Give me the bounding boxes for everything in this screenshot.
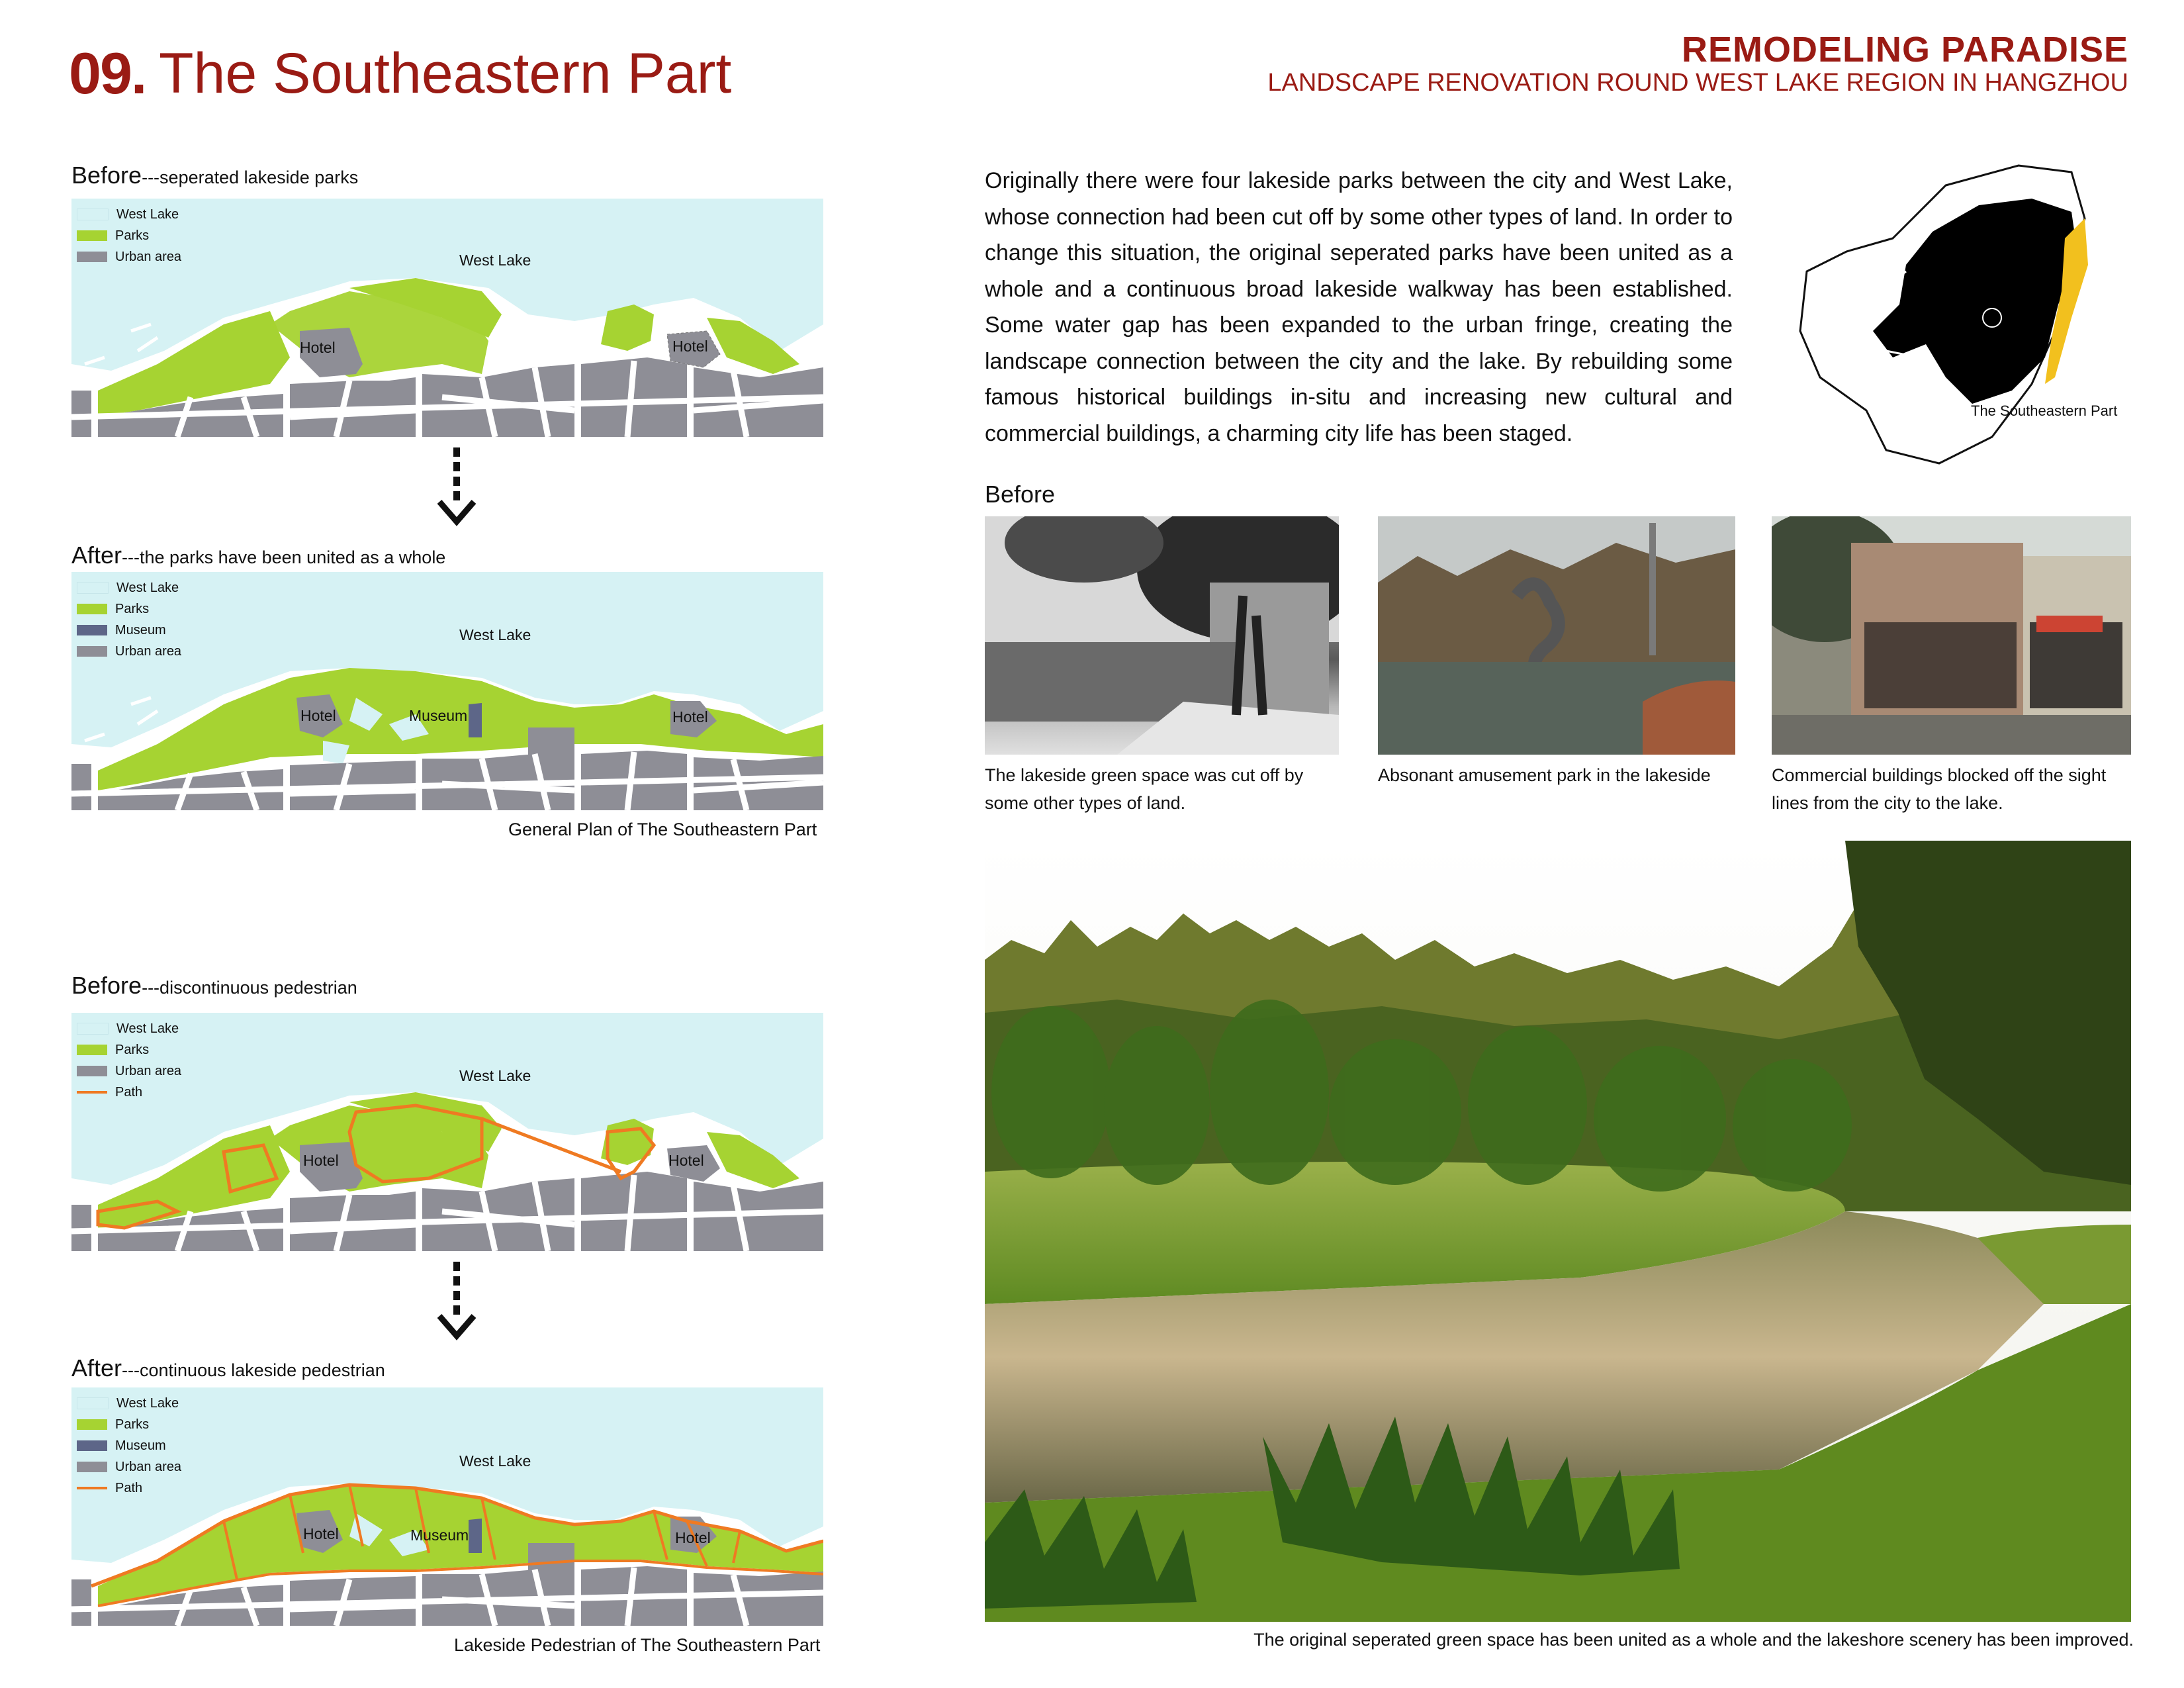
legend-label: West Lake	[116, 207, 179, 222]
before-photo-2-caption: Absonant amusement park in the lakeside	[1378, 765, 1711, 785]
hotel-label: Hotel	[303, 1525, 339, 1542]
arrow-down-icon	[437, 447, 477, 527]
locator-map	[1794, 159, 2138, 470]
legend-label: Urban area	[115, 1460, 182, 1474]
legend-item-museum	[77, 620, 181, 641]
locator-map-drawing	[1794, 159, 2138, 470]
before-photo-1	[985, 516, 1339, 755]
section-number: 09.	[69, 40, 146, 106]
before-photo-3	[1772, 516, 2131, 755]
map-after-pedestrian	[71, 1387, 823, 1626]
legend-item-parks	[77, 1414, 181, 1435]
legend-label: Museum	[115, 1438, 166, 1453]
before-photo-1-caption: The lakeside green space was cut off by some other types of land.	[985, 765, 1304, 813]
legend-label: Urban area	[115, 1064, 182, 1078]
map4-legend	[77, 1393, 181, 1499]
map1-heading	[71, 162, 358, 189]
legend-label: Urban area	[115, 644, 182, 659]
legend-label: West Lake	[116, 581, 179, 595]
legend-label: Parks	[115, 228, 150, 243]
hotel-label: Hotel	[675, 1529, 711, 1546]
map-after-pedestrian-drawing	[71, 1387, 823, 1626]
legend-item-path	[77, 1082, 181, 1103]
map4-heading	[71, 1354, 385, 1382]
museum-label: Museum	[409, 707, 468, 724]
legend-item-lake	[77, 204, 181, 225]
map2-heading	[71, 541, 445, 569]
locator-label: The Southeastern Part	[1971, 402, 2118, 419]
map-before-pedestrian	[71, 1013, 823, 1251]
lake-label: West Lake	[459, 1452, 531, 1470]
legend-label: Path	[115, 1481, 143, 1495]
lake-label: West Lake	[459, 1067, 531, 1084]
page-title: The Southeastern Part	[159, 42, 732, 105]
legend-label: West Lake	[116, 1021, 179, 1036]
hotel-label: Hotel	[672, 708, 708, 726]
map3-heading-sub: ---discontinuous pedestrian	[142, 978, 357, 998]
after-photo-caption: The original seperated green space has been united as a whole and the lakeshore scenery has been improved.	[1253, 1630, 2134, 1650]
hotel-label: Hotel	[300, 339, 336, 356]
after-photo-drawing	[985, 841, 2131, 1622]
legend-label: Path	[115, 1085, 143, 1100]
photo-3-drawing	[1772, 516, 2131, 755]
map-before-pedestrian-drawing	[71, 1013, 823, 1251]
hotel-label: Hotel	[303, 1152, 339, 1169]
map1-legend	[77, 204, 181, 267]
photo-2-drawing	[1378, 516, 1735, 755]
museum-label: Museum	[410, 1526, 469, 1544]
photo-1-drawing	[985, 516, 1339, 755]
hotel-label: Hotel	[668, 1152, 704, 1169]
legend-item-lake	[77, 1393, 181, 1414]
before-photo-2	[1378, 516, 1735, 755]
legend-label: Museum	[115, 623, 166, 637]
before-photo-3-caption: Commercial buildings blocked off the sight lines from the city to the lake.	[1772, 765, 2107, 813]
intro-paragraph: Originally there were four lakeside parks between the city and West Lake, whose connection had been cut off by some other types of land. In order to change this situation, the original seperated parks have been united as a whole and a continuous broad lakeside walkway has been established. Some water gap has been expanded to the urban fringe, creating the landscape connection between the city and the lake. By rebuilding some famous historical buildings in-situ and increasing new cultural and commercial buildings, a charming city life has been staged.	[985, 168, 1733, 446]
legend-item-urban	[77, 246, 181, 267]
map3-legend	[77, 1018, 181, 1103]
legend-item-museum	[77, 1435, 181, 1456]
legend-item-lake	[77, 1018, 181, 1039]
legend-item-urban	[77, 1060, 181, 1082]
hotel-label: Hotel	[672, 338, 708, 355]
legend-item-parks	[77, 225, 181, 246]
legend-item-parks	[77, 1039, 181, 1060]
legend-label: Parks	[115, 602, 150, 616]
legend-item-urban	[77, 641, 181, 662]
brand-title: REMODELING PARADISE	[1681, 30, 2128, 70]
legend-item-lake	[77, 577, 181, 598]
legend-item-urban	[77, 1456, 181, 1477]
lake-label: West Lake	[459, 252, 531, 269]
map2-heading-sub: ---the parks have been united as a whole	[122, 547, 446, 567]
map-after-parks-drawing	[71, 572, 823, 810]
brand-subtitle: LANDSCAPE RENOVATION ROUND WEST LAKE REGION IN HANGZHOU	[1267, 69, 2128, 97]
plan-caption: General Plan of The Southeastern Part	[508, 820, 817, 839]
map-before-parks	[71, 199, 823, 437]
map4-heading-main: After	[71, 1354, 122, 1382]
legend-label: Urban area	[115, 250, 182, 264]
arrow-down-icon	[437, 1262, 477, 1341]
map-before-parks-drawing	[71, 199, 823, 437]
legend-label: West Lake	[116, 1396, 179, 1411]
after-photo	[985, 841, 2131, 1622]
map2-heading-main: After	[71, 541, 122, 569]
map-after-parks	[71, 572, 823, 810]
pedestrian-caption: Lakeside Pedestrian of The Southeastern Part	[454, 1635, 821, 1655]
map2-legend	[77, 577, 181, 662]
legend-label: Parks	[115, 1417, 150, 1432]
before-section-label: Before	[985, 481, 1056, 508]
legend-item-parks	[77, 598, 181, 620]
map3-heading	[71, 972, 357, 1000]
legend-label: Parks	[115, 1043, 150, 1057]
map4-heading-sub: ---continuous lakeside pedestrian	[122, 1360, 385, 1380]
lake-label: West Lake	[459, 626, 531, 643]
hotel-label: Hotel	[300, 707, 336, 724]
map1-heading-main: Before	[71, 162, 142, 189]
map1-heading-sub: ---seperated lakeside parks	[142, 167, 359, 187]
map3-heading-main: Before	[71, 972, 142, 999]
legend-item-path	[77, 1477, 181, 1499]
